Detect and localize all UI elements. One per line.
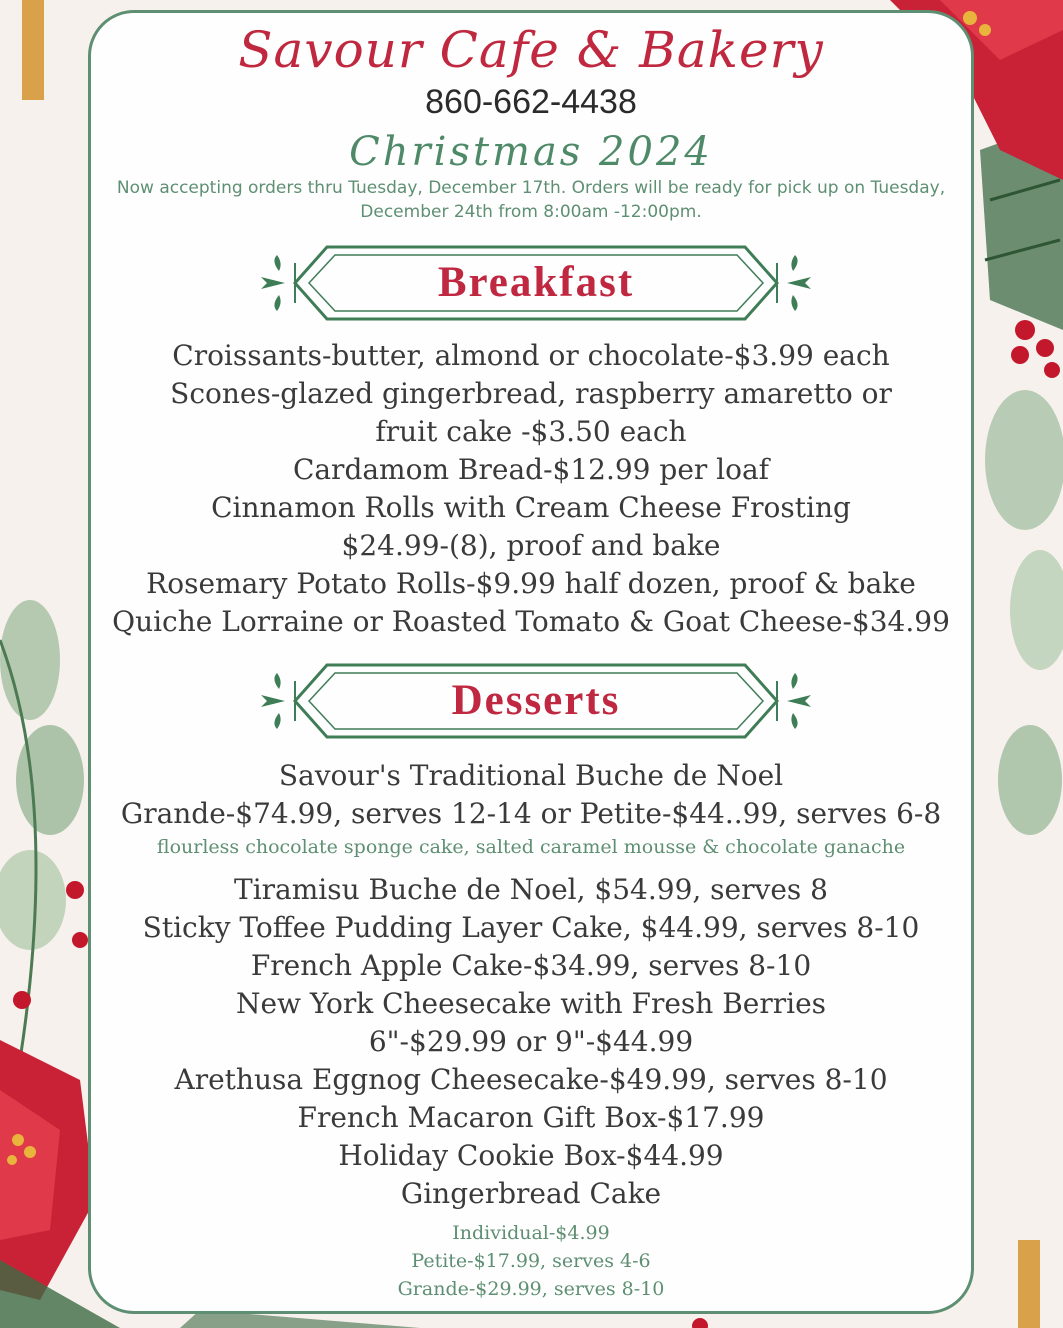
desserts-heading: Desserts: [451, 677, 621, 724]
pine-greenery-top-right: [980, 120, 1063, 835]
dessert-item: New York Cheesecake with Fresh Berries: [235, 987, 827, 1020]
breakfast-item: Quiche Lorraine or Roasted Tomato & Goat Cheese-$34.99: [112, 605, 950, 638]
buche-description: flourless chocolate sponge cake, salted caramel mousse & chocolate ganache: [156, 836, 906, 858]
breakfast-list: [91, 337, 971, 641]
gingerbread-option: Grande-$29.99, serves 8-10: [397, 1278, 665, 1300]
breakfast-item: Scones-glazed gingerbread, raspberry amaretto or: [170, 377, 892, 410]
dessert-item: French Macaron Gift Box-$17.99: [297, 1101, 765, 1134]
breakfast-item: Croissants-butter, almond or chocolate-$3.99 each: [172, 339, 890, 372]
order-notice: Now accepting orders thru Tuesday, December 17th. Orders will be ready for pick up on Tuesday, December 24th from 8:00am -12:00pm.: [116, 178, 946, 222]
dessert-item: Holiday Cookie Box-$44.99: [338, 1139, 724, 1172]
breakfast-item: Cinnamon Rolls with Cream Cheese Frosting: [211, 491, 851, 524]
gingerbread-option: Individual-$4.99: [452, 1222, 610, 1244]
dessert-item: 6"-$29.99 or 9"-$44.99: [368, 1025, 694, 1058]
gingerbread-options: [91, 1219, 971, 1303]
poinsettia-bottom-left: [0, 1040, 95, 1300]
dessert-item: Tiramisu Buche de Noel, $54.99, serves 8: [234, 873, 828, 906]
breakfast-heading: Breakfast: [437, 259, 635, 306]
buche-block: [91, 757, 971, 861]
desserts-list: [91, 871, 971, 1213]
breakfast-item: Cardamom Bread-$12.99 per loaf: [292, 453, 770, 486]
breakfast-item: $24.99-(8), proof and bake: [341, 529, 721, 562]
eucalyptus-greenery-left: [0, 600, 88, 1060]
season-title: Christmas 2024: [349, 129, 713, 175]
dessert-item: Grande-$74.99, serves 12-14 or Petite-$44..99, serves 6-8: [120, 797, 942, 830]
dessert-item: Gingerbread Cake: [400, 1177, 662, 1210]
dessert-item: Arethusa Eggnog Cheesecake-$49.99, serves 8-10: [174, 1063, 888, 1096]
breakfast-item: Rosemary Potato Rolls-$9.99 half dozen, proof & bake: [146, 567, 916, 600]
gold-ribbon-left: [22, 0, 44, 100]
breakfast-item: fruit cake -$3.50 each: [375, 415, 687, 448]
cafe-title: Savour Cafe & Bakery: [238, 21, 824, 79]
holly-berries-right: [1011, 320, 1060, 378]
dessert-item: Sticky Toffee Pudding Layer Cake, $44.99, serves 8-10: [142, 911, 920, 944]
phone-number: 860-662-4438: [425, 83, 637, 121]
gold-ribbon-right: [1018, 1240, 1040, 1328]
gingerbread-option: Petite-$17.99, serves 4-6: [411, 1250, 651, 1272]
menu-card: [88, 10, 974, 1314]
dessert-item: French Apple Cake-$34.99, serves 8-10: [250, 949, 812, 982]
dessert-item: Savour's Traditional Buche de Noel: [278, 759, 784, 792]
